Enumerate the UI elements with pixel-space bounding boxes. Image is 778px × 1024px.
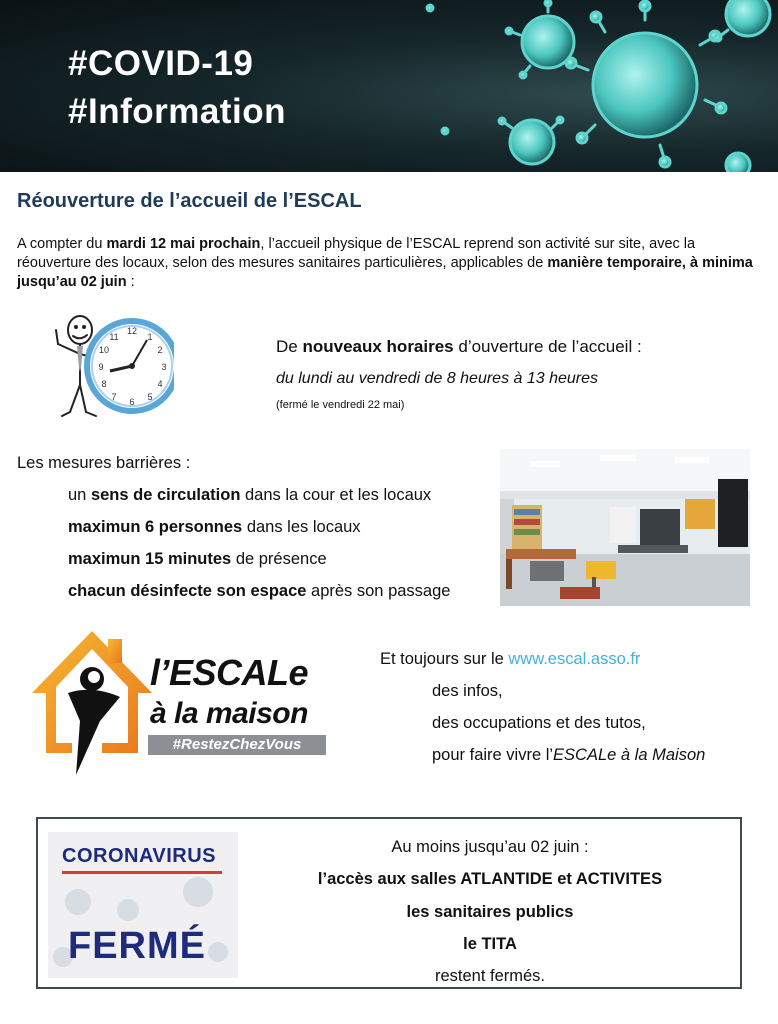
section-title: Réouverture de l’accueil de l’ESCAL bbox=[17, 190, 362, 212]
escale-logo-title: l’ESCALe bbox=[150, 652, 309, 693]
website-item bbox=[432, 746, 705, 765]
intro-text: , l’accueil physique de l’ESCAL reprend son activité sur site, avec la réouverture des locaux, selon des mesures sanitaires particulières, applicables de bbox=[17, 236, 696, 271]
measure-bold: maximun 6 personnes bbox=[68, 518, 243, 536]
measure-bold: chacun désinfecte son espace bbox=[68, 582, 307, 600]
closed-line: Au moins jusqu’au 02 juin : bbox=[391, 838, 589, 856]
website-lead-text: Et toujours sur le bbox=[380, 650, 509, 668]
closed-line: les sanitaires publics bbox=[406, 903, 574, 921]
svg-text:11: 11 bbox=[109, 332, 119, 342]
measure-bold: sens de circulation bbox=[90, 486, 241, 504]
website-item: des occupations et des tutos, bbox=[432, 714, 646, 732]
measure-item bbox=[68, 486, 431, 505]
measures-title: Les mesures barrières : bbox=[17, 454, 191, 472]
svg-text:6: 6 bbox=[129, 397, 135, 407]
intro-text: A compter du bbox=[17, 236, 107, 252]
website-item-italic: ESCALe à la Maison bbox=[553, 746, 706, 764]
intro-paragraph bbox=[17, 235, 762, 292]
coronavirus-illustration bbox=[0, 0, 778, 172]
intro-text: : bbox=[126, 274, 135, 290]
hours-title-pre: De bbox=[276, 337, 303, 356]
escale-logo-subtitle: à la maison bbox=[150, 697, 308, 730]
hours-title-bold: nouveaux horaires bbox=[302, 337, 454, 356]
svg-text:7: 7 bbox=[111, 392, 117, 402]
measure-text: après son passage bbox=[306, 582, 451, 600]
svg-text:10: 10 bbox=[98, 345, 110, 355]
svg-text:3: 3 bbox=[161, 362, 167, 372]
closed-line: l’accès aux salles ATLANTIDE et ACTIVITES bbox=[317, 870, 663, 888]
closed-line: restent fermés. bbox=[434, 967, 546, 985]
hours-detail: du lundi au vendredi de 8 heures à 13 heures bbox=[276, 370, 599, 387]
banner-title-line2: #Information bbox=[68, 92, 286, 131]
escale-hashtag: #RestezChezVous bbox=[148, 735, 326, 755]
poster-coronavirus-label: CORONAVIRUS bbox=[62, 845, 217, 867]
measure-item bbox=[68, 518, 361, 537]
hours-note: (fermé le vendredi 22 mai) bbox=[276, 399, 405, 411]
svg-text:9: 9 bbox=[98, 362, 104, 372]
hours-title bbox=[276, 337, 642, 357]
measure-item bbox=[68, 582, 450, 601]
website-lead bbox=[380, 650, 640, 669]
measure-bold: maximun 15 minutes bbox=[68, 550, 232, 568]
intro-date: mardi 12 mai prochain bbox=[106, 236, 261, 252]
clock-illustration bbox=[44, 310, 174, 426]
poster-closed-label: FERMÉ bbox=[68, 925, 206, 967]
office-photo bbox=[500, 449, 750, 606]
intro-duration: manière temporaire, à minima jusqu’au 02 juin bbox=[17, 255, 753, 290]
measure-item bbox=[68, 550, 327, 569]
svg-text:8: 8 bbox=[101, 379, 107, 389]
svg-text:2: 2 bbox=[157, 345, 163, 355]
covid-banner bbox=[0, 0, 778, 172]
website-item-text: pour faire vivre l’ bbox=[432, 746, 554, 764]
poster-underline bbox=[62, 871, 222, 874]
measure-text: dans les locaux bbox=[242, 518, 361, 536]
svg-text:1: 1 bbox=[147, 332, 153, 342]
svg-text:12: 12 bbox=[126, 326, 138, 336]
svg-text:4: 4 bbox=[157, 379, 163, 389]
measure-text: un bbox=[68, 486, 91, 504]
measure-text: dans la cour et les locaux bbox=[240, 486, 432, 504]
website-link[interactable]: www.escal.asso.fr bbox=[508, 650, 641, 668]
svg-text:5: 5 bbox=[147, 392, 153, 402]
measure-text: de présence bbox=[231, 550, 327, 568]
banner-title-line1: #COVID-19 bbox=[68, 44, 254, 83]
hours-title-post: d’ouverture de l’accueil : bbox=[453, 337, 642, 356]
closed-line: le TITA bbox=[463, 935, 517, 953]
website-item: des infos, bbox=[432, 682, 503, 700]
